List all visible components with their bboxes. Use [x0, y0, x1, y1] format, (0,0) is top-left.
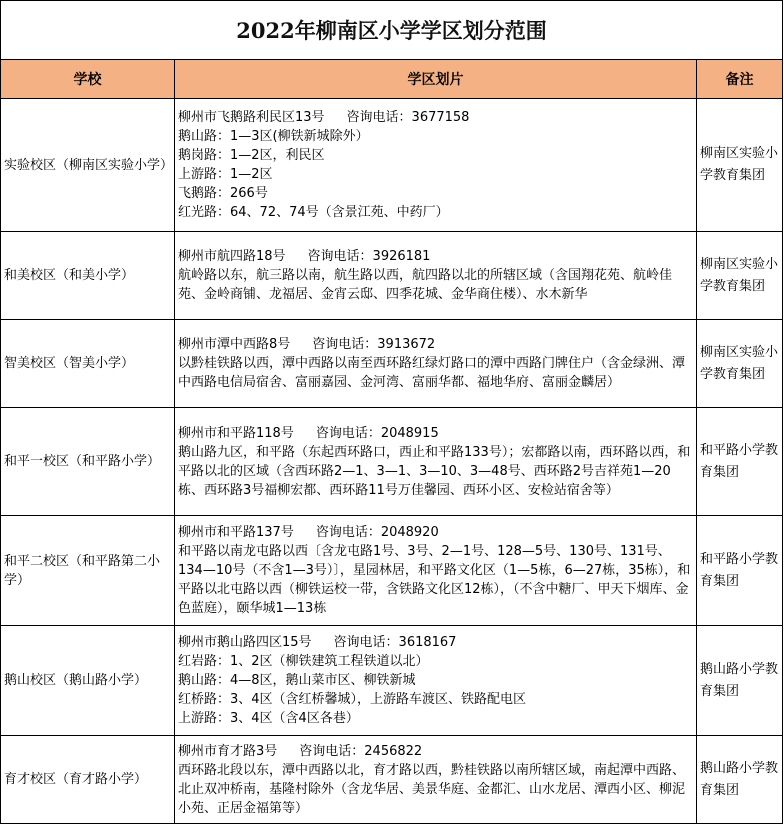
zone-cell	[175, 626, 697, 736]
note-cell: 和平路小学教育集团	[697, 516, 783, 626]
header-note: 备注	[697, 60, 783, 99]
zone-line: 以黔桂铁路以西，潭中西路以南至西环路红绿灯路口的潭中西路门牌住户（含金绿洲、潭中西路电信局宿舍、富丽嘉园、金河湾、富丽华都、福地华府、富丽金麟居）	[178, 356, 686, 390]
note-cell: 柳南区实验小学教育集团	[697, 99, 783, 232]
zone-cell	[175, 736, 697, 824]
school-cell: 育才校区（育才路小学）	[1, 736, 175, 824]
phone: 咨询电话：3926181	[307, 249, 431, 264]
zone-cell	[175, 99, 697, 232]
header-school: 学校	[1, 60, 175, 99]
zone-line: 西环路北段以东，潭中西路以北，育才路以西，黔桂铁路以南所辖区域，南起潭中西路、北止双冲桥南，基隆村除外（含龙华居、美景华庭、金都汇、山水龙居、潭西小区、柳泥小苑、正居金福第等）	[178, 762, 686, 816]
address: 柳州市航四路18号	[178, 249, 286, 264]
zone-line: 红光路：64、72、74号（含景江苑、中药厂）	[178, 205, 449, 220]
zone-cell	[175, 516, 697, 626]
table-row	[1, 736, 783, 824]
zone-line: 飞鹅路：266号	[178, 186, 268, 201]
address: 柳州市潭中西路8号	[178, 337, 291, 352]
school-cell: 和美校区（和美小学）	[1, 232, 175, 320]
note-cell: 柳南区实验小学教育集团	[697, 320, 783, 408]
school-cell: 智美校区（智美小学）	[1, 320, 175, 408]
zone-cell	[175, 320, 697, 408]
note-cell: 和平路小学教育集团	[697, 408, 783, 516]
note-cell: 柳南区实验小学教育集团	[697, 232, 783, 320]
table-row	[1, 408, 783, 516]
table-row	[1, 232, 783, 320]
note-cell: 鹅山路小学教育集团	[697, 626, 783, 736]
school-cell: 鹅山校区（鹅山路小学）	[1, 626, 175, 736]
school-cell: 和平二校区（和平路第二小学）	[1, 516, 175, 626]
zone-line: 航岭路以东，航三路以南，航生路以西，航四路以北的所辖区域（含国翔花苑、航岭佳苑、金岭商铺、龙福居、金宵云邸、四季花城、金华商住楼）、水木新华	[178, 268, 673, 302]
zone-line: 鹅山路：1—3区(柳铁新城除外）	[178, 129, 369, 144]
note-cell: 鹅山路小学教育集团	[697, 736, 783, 824]
table-row	[1, 516, 783, 626]
header-zone: 学区划片	[175, 60, 697, 99]
phone: 咨询电话：3618167	[333, 635, 457, 650]
phone: 咨询电话：2048915	[315, 425, 439, 441]
zone-line: 上游路：1—2区	[178, 167, 273, 182]
address: 柳州市飞鹅路利民区13号	[178, 110, 325, 125]
phone: 咨询电话：2048920	[315, 525, 439, 540]
zone-cell	[175, 232, 697, 320]
zone-line: 红桥路：3、4区（含红桥馨城），上游路车渡区、铁路配电区	[178, 692, 527, 707]
school-cell: 实验校区（柳南区实验小学）	[1, 99, 175, 232]
table-row	[1, 626, 783, 736]
zone-line: 鹅山路：4—8区，鹅山菜市区、柳铁新城	[178, 673, 416, 688]
zone-line: 鹅山路九区，和平路（东起西环路口，西止和平路133号）；宏都路以南，西环路以西，和平路以北的区域（含西环路2—1、3—1、3—10、3—48号、西环路2号吉祥苑1—20栋、西环路3号福柳宏都、西环路11号万佳馨园、西环小区、安检站宿舍等）	[178, 444, 691, 498]
address: 柳州市育才路3号	[178, 743, 278, 759]
phone: 咨询电话：3913672	[312, 337, 436, 352]
address: 柳州市和平路137号	[178, 525, 294, 540]
zone-line: 和平路以南龙屯路以西〔含龙屯路1号、3号、2—1号、128—5号、130号、131号、134—10号（不含1—3号）〕，星园林居，和平路文化区（1—5栋，6—27栋，35栋），和平路以北屯路以西（柳铁运校一带，含铁路文化区12栋），（不含中糖厂、甲天下烟库、金色蓝庭），颐华城1—13栋	[178, 544, 691, 616]
address: 柳州市鹅山路四区15号	[178, 635, 312, 650]
phone: 咨询电话：3677158	[346, 110, 470, 125]
zone-cell	[175, 408, 697, 516]
zone-line: 鹅岗路：1—2区，利民区	[178, 148, 325, 163]
table-row	[1, 99, 783, 232]
zone-line: 红岩路：1、2区（柳铁建筑工程铁道以北）	[178, 654, 429, 669]
header-row	[1, 60, 783, 99]
address: 柳州市和平路118号	[178, 425, 294, 441]
phone: 咨询电话：2456822	[299, 743, 423, 759]
school-cell: 和平一校区（和平路小学）	[1, 408, 175, 516]
table-row	[1, 320, 783, 408]
page-title: 2022年柳南区小学学区划分范围	[1, 1, 783, 60]
zone-line: 上游路：3、4区（含4区各巷）	[178, 711, 359, 726]
